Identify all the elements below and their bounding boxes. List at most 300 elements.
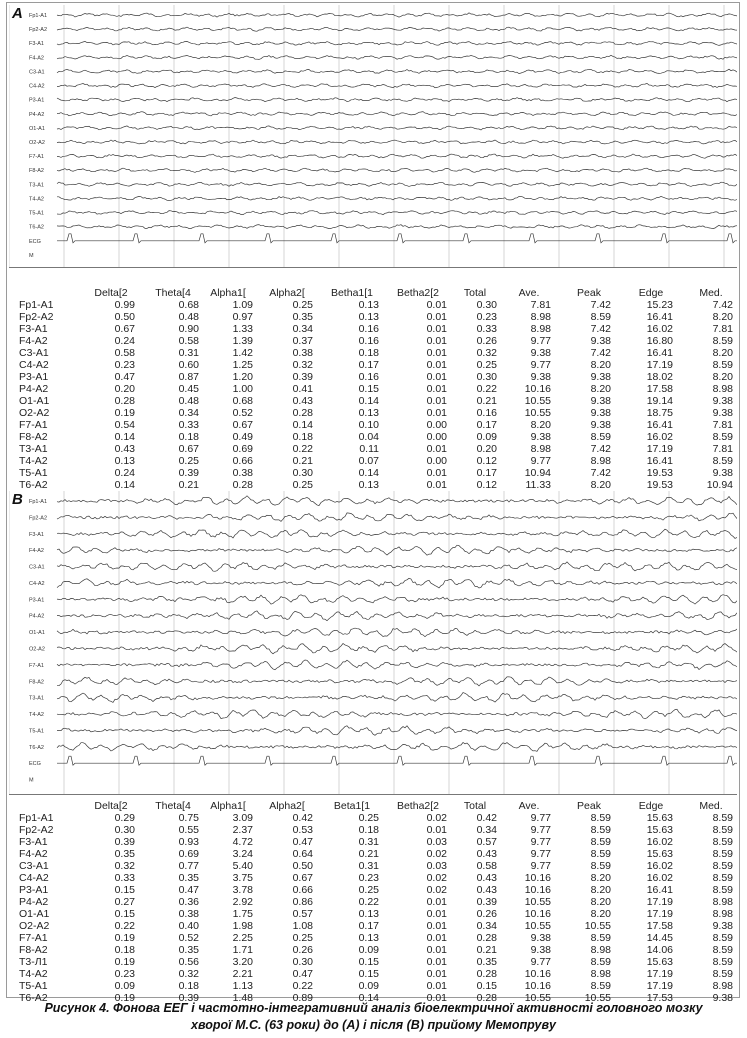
table-cell: 1.48: [232, 992, 253, 1004]
table-cell: 0.34: [292, 323, 313, 335]
table-row: [7, 323, 739, 335]
table-cell: 9.38: [530, 431, 551, 443]
table-cell: 0.34: [476, 824, 497, 836]
table-row: [7, 812, 739, 824]
table-cell: 8.20: [590, 872, 611, 884]
table-cell: 11.33: [525, 479, 551, 491]
table-cell: 0.39: [476, 896, 497, 908]
table-cell: 1.20: [232, 371, 253, 383]
column-header: Ave.: [518, 800, 540, 812]
table-cell: 0.53: [292, 824, 313, 836]
table-cell: 9.77: [530, 335, 551, 347]
column-header: Theta[4: [155, 287, 191, 299]
channel-label: Fp2-A2: [29, 27, 48, 34]
eeg-trace: [57, 211, 737, 215]
table-cell: 8.59: [590, 848, 611, 860]
table-cell: 9.77: [530, 860, 551, 872]
table-cell: 9.38: [590, 335, 611, 347]
table-cell: 16.41: [646, 347, 673, 359]
panel-letter-a: A: [12, 5, 23, 22]
table-cell: 0.41: [292, 383, 313, 395]
table-cell: 16.02: [646, 836, 673, 848]
eeg-trace: [57, 644, 737, 654]
table-cell: 0.26: [476, 908, 497, 920]
table-cell: 8.20: [590, 884, 611, 896]
table-cell: 0.14: [358, 467, 379, 479]
table-cell: 0.48: [178, 395, 199, 407]
table-cell: 0.28: [114, 395, 135, 407]
column-header: Beta1[1: [333, 800, 371, 812]
table-cell: 0.14: [114, 431, 135, 443]
row-label: C4-A2: [19, 872, 49, 884]
table-cell: 8.98: [590, 968, 611, 980]
channel-label: F7-A1: [29, 662, 44, 669]
table-cell: 3.24: [232, 848, 253, 860]
row-label: T4-A2: [19, 968, 48, 980]
row-label: O1-A1: [19, 908, 50, 920]
table-cell: 8.59: [712, 836, 733, 848]
row-label: Fp2-A2: [19, 311, 54, 323]
table-cell: 8.20: [712, 371, 733, 383]
table-cell: 3.09: [232, 812, 253, 824]
table-cell: 10.55: [524, 395, 551, 407]
table-cell: 1.42: [232, 347, 253, 359]
table-cell: 15.23: [646, 299, 673, 311]
table-cell: 17.19: [646, 968, 673, 980]
table-cell: 0.87: [178, 371, 199, 383]
table-cell: 0.30: [292, 956, 313, 968]
table-cell: 0.15: [358, 956, 379, 968]
channel-label: F8-A2: [29, 168, 44, 175]
table-cell: 0.86: [292, 896, 313, 908]
table-cell: 0.15: [358, 968, 379, 980]
row-label: P4-A2: [19, 383, 49, 395]
table-cell: 0.02: [426, 848, 447, 860]
eeg-trace: [57, 140, 737, 144]
row-label: Fp2-A2: [19, 824, 54, 836]
table-cell: 16.41: [646, 884, 673, 896]
column-header: Alpha2[: [269, 800, 305, 812]
table-row: [7, 479, 739, 491]
table-cell: 8.20: [590, 359, 611, 371]
table-cell: 0.69: [178, 848, 199, 860]
row-label: F4-A2: [19, 335, 48, 347]
table-row: [7, 908, 739, 920]
column-header: Ave.: [518, 287, 540, 299]
row-label: F3-A1: [19, 836, 48, 848]
table-cell: 0.13: [358, 407, 379, 419]
table-cell: 3.78: [232, 884, 253, 896]
panel-letter-b: B: [12, 491, 23, 508]
table-cell: 0.97: [232, 311, 253, 323]
table-cell: 0.50: [292, 860, 313, 872]
table-cell: 0.67: [114, 323, 135, 335]
table-cell: 9.38: [712, 992, 733, 1004]
table-cell: 10.16: [524, 968, 551, 980]
table-cell: 0.19: [114, 932, 135, 944]
table-cell: 0.77: [178, 860, 199, 872]
table-cell: 0.21: [358, 848, 379, 860]
table-cell: 8.98: [590, 944, 611, 956]
table-row: [7, 383, 739, 395]
table-cell: 9.38: [590, 407, 611, 419]
table-cell: 0.12: [476, 455, 497, 467]
table-cell: 9.38: [530, 371, 551, 383]
table-cell: 19.14: [646, 395, 673, 407]
eeg-trace: [57, 27, 737, 31]
table-cell: 16.02: [646, 431, 673, 443]
table-cell: 0.22: [358, 896, 379, 908]
eeg-panel-b: [9, 491, 737, 795]
table-cell: 0.02: [426, 872, 447, 884]
table-cell: 10.55: [524, 407, 551, 419]
row-label: T3-Л1: [19, 956, 48, 968]
table-cell: 7.42: [590, 467, 611, 479]
table-cell: 7.42: [590, 443, 611, 455]
table-cell: 7.81: [712, 323, 733, 335]
table-row: [7, 932, 739, 944]
table-cell: 0.18: [114, 944, 135, 956]
row-label: T5-A1: [19, 980, 48, 992]
table-cell: 8.98: [530, 323, 551, 335]
channel-label: F7-A1: [29, 154, 44, 161]
table-cell: 17.19: [646, 896, 673, 908]
table-cell: 8.59: [590, 812, 611, 824]
table-cell: 0.31: [358, 860, 379, 872]
table-cell: 8.59: [712, 455, 733, 467]
table-cell: 0.16: [476, 407, 497, 419]
table-cell: 10.55: [584, 920, 611, 932]
column-header: Alpha1[: [210, 800, 246, 812]
table-cell: 0.93: [178, 836, 199, 848]
table-cell: 10.55: [524, 896, 551, 908]
table-cell: 0.42: [476, 812, 497, 824]
table-cell: 0.42: [292, 812, 313, 824]
column-header: Betha2[2: [396, 800, 440, 812]
table-cell: 0.33: [476, 323, 497, 335]
table-cell: 0.17: [358, 359, 379, 371]
table-row: [7, 884, 739, 896]
channel-label: F4-A2: [29, 55, 44, 62]
table-cell: 10.94: [524, 467, 551, 479]
table-cell: 2.25: [232, 932, 253, 944]
table-cell: 0.56: [178, 956, 199, 968]
table-row: [7, 467, 739, 479]
table-cell: 0.38: [292, 347, 313, 359]
eeg-trace: [57, 709, 737, 719]
table-cell: 19.53: [646, 479, 673, 491]
table-cell: 0.23: [114, 968, 135, 980]
table-cell: 10.94: [706, 479, 733, 491]
table-cell: 1.33: [232, 323, 253, 335]
table-cell: 0.15: [476, 980, 497, 992]
table-cell: 0.60: [178, 359, 199, 371]
table-cell: 3.75: [232, 872, 253, 884]
channel-label: T3-A1: [29, 695, 44, 702]
channel-label: T6-A2: [29, 224, 44, 231]
channel-label: F3-A1: [29, 531, 44, 538]
table-cell: 0.38: [232, 467, 253, 479]
channel-label: M: [29, 252, 34, 259]
table-cell: 0.01: [426, 968, 447, 980]
table-cell: 0.22: [292, 980, 313, 992]
table-header-row: [7, 287, 739, 299]
table-cell: 0.38: [178, 908, 199, 920]
row-label: O1-A1: [19, 395, 50, 407]
table-cell: 0.28: [232, 479, 253, 491]
table-row: [7, 443, 739, 455]
eeg-trace: [57, 595, 737, 604]
table-cell: 8.59: [712, 335, 733, 347]
eeg-trace: [57, 611, 737, 621]
table-cell: 0.52: [178, 932, 199, 944]
column-header: Peak: [577, 287, 601, 299]
table-cell: 0.02: [426, 812, 447, 824]
table-cell: 0.01: [426, 896, 447, 908]
table-cell: 9.38: [590, 395, 611, 407]
table-row: [7, 419, 739, 431]
column-header: Alpha2[: [269, 287, 305, 299]
table-cell: 0.13: [358, 479, 379, 491]
table-row: [7, 824, 739, 836]
table-cell: 16.80: [646, 335, 673, 347]
table-cell: 16.02: [646, 323, 673, 335]
table-cell: 9.38: [590, 371, 611, 383]
row-label: F4-A2: [19, 848, 48, 860]
table-cell: 0.47: [114, 371, 135, 383]
channel-label: T4-A2: [29, 712, 44, 719]
row-label: P3-A1: [19, 371, 49, 383]
table-cell: 8.59: [590, 932, 611, 944]
channel-label: ECG: [29, 761, 41, 768]
row-label: O2-A2: [19, 920, 50, 932]
table-cell: 0.29: [114, 812, 135, 824]
table-cell: 0.21: [476, 395, 497, 407]
table-cell: 8.20: [712, 347, 733, 359]
table-cell: 0.21: [292, 455, 313, 467]
column-header: Peak: [577, 800, 601, 812]
table-cell: 7.81: [712, 419, 733, 431]
table-cell: 10.55: [584, 992, 611, 1004]
table-cell: 0.01: [426, 932, 447, 944]
eeg-trace: [57, 513, 737, 522]
table-cell: 1.25: [232, 359, 253, 371]
table-cell: 0.21: [178, 479, 199, 491]
table-cell: 0.33: [178, 419, 199, 431]
table-cell: 17.19: [646, 908, 673, 920]
channel-label: O2-A2: [29, 646, 45, 653]
table-cell: 0.15: [114, 884, 135, 896]
eeg-panel-a: [9, 5, 737, 268]
table-cell: 8.59: [712, 956, 733, 968]
table-cell: 10.55: [524, 920, 551, 932]
table-row: [7, 299, 739, 311]
table-cell: 8.59: [712, 884, 733, 896]
table-cell: 10.16: [524, 908, 551, 920]
table-cell: 0.14: [114, 479, 135, 491]
table-cell: 15.63: [646, 824, 673, 836]
row-label: F7-A1: [19, 419, 48, 431]
table-cell: 0.18: [358, 347, 379, 359]
table-cell: 0.67: [292, 872, 313, 884]
channel-label: Fp1-A1: [29, 13, 48, 19]
table-cell: 0.33: [114, 872, 135, 884]
channel-label: O1-A1: [29, 630, 45, 637]
table-cell: 9.38: [712, 467, 733, 479]
table-cell: 1.13: [232, 980, 253, 992]
table-cell: 8.59: [590, 860, 611, 872]
table-cell: 8.98: [530, 443, 551, 455]
table-cell: 0.18: [178, 431, 199, 443]
table-cell: 0.01: [426, 479, 447, 491]
table-cell: 0.99: [114, 299, 135, 311]
figure-caption: [0, 1000, 747, 1034]
table-cell: 0.16: [358, 335, 379, 347]
channel-label: P3-A1: [29, 97, 45, 104]
table-cell: 1.39: [232, 335, 253, 347]
table-cell: 0.20: [114, 383, 135, 395]
table-cell: 14.45: [646, 932, 673, 944]
channel-label: F4-A2: [29, 548, 44, 555]
table-cell: 17.53: [646, 992, 673, 1004]
table-cell: 9.38: [530, 347, 551, 359]
table-row: [7, 431, 739, 443]
eeg-trace: [57, 677, 737, 686]
channel-label: T5-A1: [29, 728, 44, 735]
eeg-traces-b: [9, 491, 737, 794]
eeg-trace: [57, 562, 737, 571]
table-cell: 7.42: [590, 347, 611, 359]
table-cell: 0.17: [476, 419, 497, 431]
table-cell: 8.20: [590, 896, 611, 908]
table-cell: 8.98: [712, 896, 733, 908]
table-cell: 0.39: [178, 992, 199, 1004]
table-cell: 0.47: [178, 884, 199, 896]
table-cell: 0.54: [114, 419, 135, 431]
table-cell: 0.01: [426, 299, 447, 311]
row-label: O2-A2: [19, 407, 50, 419]
table-cell: 0.39: [114, 836, 135, 848]
table-cell: 0.12: [476, 479, 497, 491]
channel-label: T6-A2: [29, 744, 44, 751]
table-cell: 0.58: [178, 335, 199, 347]
table-cell: 0.68: [178, 299, 199, 311]
eeg-trace: [57, 13, 737, 17]
table-cell: 0.28: [476, 968, 497, 980]
table-cell: 0.14: [292, 419, 313, 431]
table-cell: 0.58: [476, 860, 497, 872]
eeg-trace: [57, 69, 737, 73]
table-cell: 0.01: [426, 359, 447, 371]
table-cell: 0.18: [178, 980, 199, 992]
table-cell: 0.19: [114, 956, 135, 968]
table-cell: 0.01: [426, 944, 447, 956]
channel-label: M: [29, 777, 34, 784]
channel-label: C4-A2: [29, 580, 45, 587]
table-cell: 2.21: [232, 968, 253, 980]
table-cell: 0.01: [426, 395, 447, 407]
table-cell: 7.42: [590, 299, 611, 311]
table-cell: 0.23: [358, 872, 379, 884]
table-cell: 8.98: [530, 311, 551, 323]
table-cell: 0.01: [426, 383, 447, 395]
table-cell: 0.24: [114, 467, 135, 479]
table-cell: 0.01: [426, 992, 447, 1004]
table-cell: 0.39: [292, 371, 313, 383]
eeg-trace: [57, 726, 737, 736]
table-cell: 0.18: [358, 824, 379, 836]
table-cell: 0.43: [476, 884, 497, 896]
table-cell: 10.16: [524, 884, 551, 896]
row-label: T3-A1: [19, 443, 48, 455]
table-cell: 0.67: [178, 443, 199, 455]
table-cell: 0.14: [358, 395, 379, 407]
table-cell: 0.31: [178, 347, 199, 359]
table-cell: 0.01: [426, 311, 447, 323]
eeg-trace: [57, 693, 737, 703]
eeg-trace: [57, 168, 737, 172]
table-cell: 0.30: [476, 371, 497, 383]
row-label: T4-A2: [19, 455, 48, 467]
table-cell: 0.23: [476, 311, 497, 323]
table-cell: 0.00: [426, 431, 447, 443]
table-cell: 0.35: [178, 872, 199, 884]
table-cell: 7.42: [590, 323, 611, 335]
table-row: [7, 347, 739, 359]
table-cell: 0.04: [358, 431, 379, 443]
channel-label: P3-A1: [29, 597, 45, 604]
table-cell: 0.22: [114, 920, 135, 932]
table-cell: 10.16: [524, 980, 551, 992]
table-cell: 0.13: [114, 455, 135, 467]
table-cell: 0.64: [292, 848, 313, 860]
table-cell: 9.77: [530, 848, 551, 860]
table-cell: 9.77: [530, 824, 551, 836]
row-label: C3-A1: [19, 860, 49, 872]
table-cell: 0.69: [232, 443, 253, 455]
table-cell: 0.52: [232, 407, 253, 419]
table-cell: 0.36: [178, 896, 199, 908]
table-cell: 9.77: [530, 812, 551, 824]
column-header: Edge: [638, 287, 664, 299]
channel-label: F8-A2: [29, 679, 44, 686]
eeg-trace: [57, 756, 737, 765]
table-cell: 0.57: [476, 836, 497, 848]
table-cell: 1.00: [232, 383, 253, 395]
channel-label: P4-A2: [29, 111, 45, 118]
table-row: [7, 455, 739, 467]
table-cell: 0.01: [426, 467, 447, 479]
table-cell: 9.77: [530, 836, 551, 848]
table-cell: 0.58: [114, 347, 135, 359]
table-cell: 0.34: [476, 920, 497, 932]
table-cell: 0.25: [358, 884, 379, 896]
table-cell: 8.59: [712, 860, 733, 872]
caption-line-2: хворої М.С. (63 роки) до (А) і після (В) прийому Мемопрувy: [191, 1018, 556, 1032]
table-cell: 0.43: [476, 872, 497, 884]
table-cell: 15.63: [646, 956, 673, 968]
table-cell: 0.35: [292, 311, 313, 323]
table-cell: 0.13: [358, 908, 379, 920]
table-cell: 0.47: [292, 968, 313, 980]
table-cell: 0.03: [426, 860, 447, 872]
table-row: [7, 371, 739, 383]
table-cell: 0.47: [292, 836, 313, 848]
table-cell: 0.67: [232, 419, 253, 431]
table-cell: 8.59: [590, 956, 611, 968]
table-cell: 10.16: [524, 383, 551, 395]
table-cell: 15.63: [646, 812, 673, 824]
